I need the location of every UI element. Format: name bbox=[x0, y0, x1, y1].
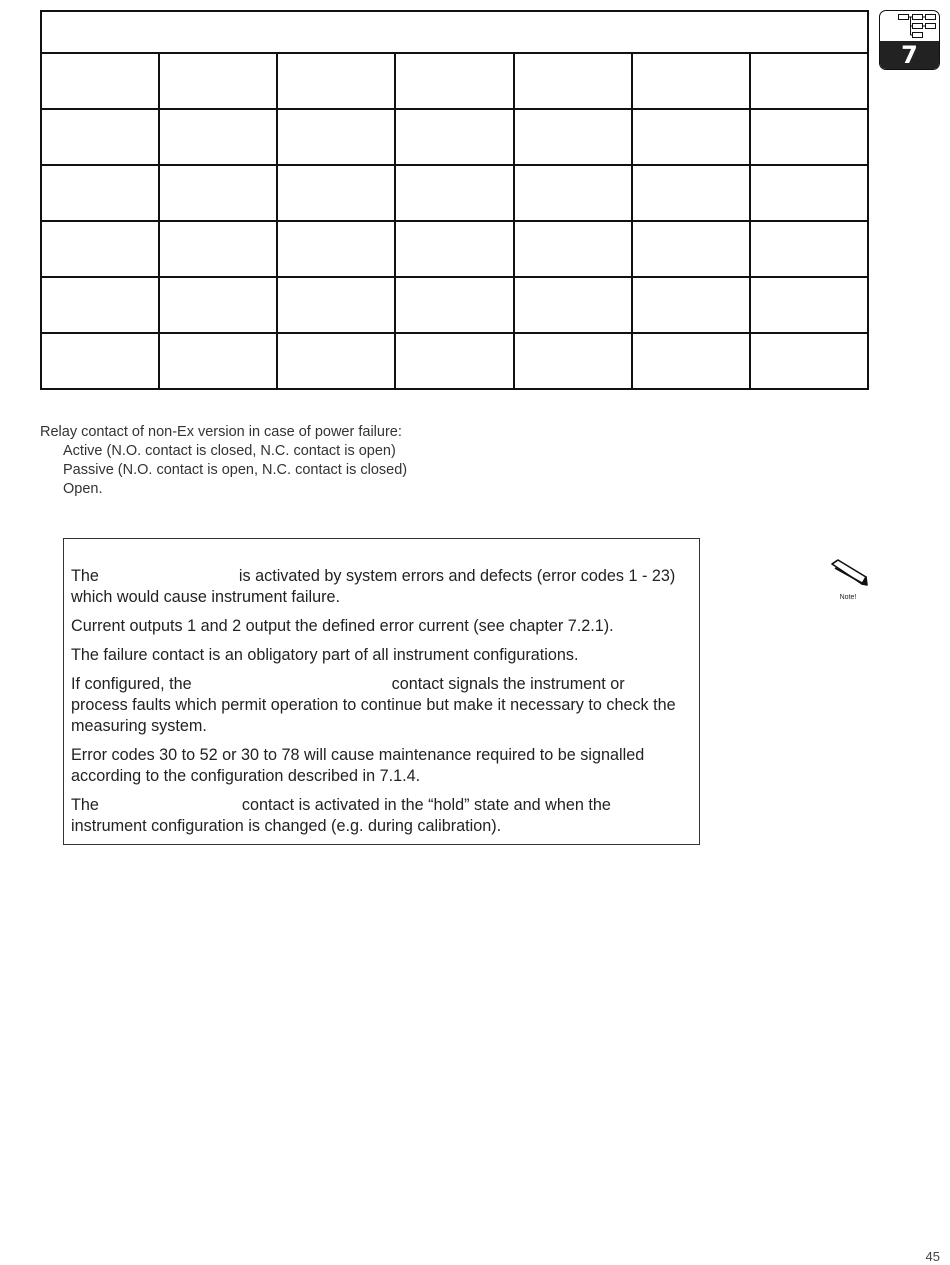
table-cell bbox=[514, 165, 632, 221]
table-header-row bbox=[41, 11, 868, 53]
note-text: The bbox=[71, 567, 99, 585]
table-row bbox=[41, 109, 868, 165]
table-cell bbox=[159, 165, 277, 221]
table-cell bbox=[750, 277, 868, 333]
table-cell bbox=[514, 109, 632, 165]
relay-intro: Relay contact of non-Ex version in case of power failure: bbox=[40, 424, 402, 440]
relay-power-failure-section bbox=[40, 423, 407, 499]
note-paragraph-error-codes: Error codes 30 to 52 or 30 to 78 will cause maintenance required to be signalled according to the configuration described in 7.1.4. bbox=[71, 746, 645, 785]
menu-tree-icon bbox=[897, 13, 937, 40]
table-cell bbox=[41, 221, 159, 277]
table-cell bbox=[395, 165, 513, 221]
page-number: 45 bbox=[925, 1249, 940, 1264]
table-cell bbox=[750, 53, 868, 109]
note-text: contact signals the instrument or process faults which permit operation to continue but make it necessary to check the measuring system. bbox=[71, 675, 676, 735]
note-box bbox=[63, 538, 700, 845]
note-text: If configured, the bbox=[71, 675, 192, 693]
table-cell bbox=[750, 221, 868, 277]
table-row bbox=[41, 53, 868, 109]
table-cell bbox=[277, 277, 395, 333]
note-paragraph-obligatory: The failure contact is an obligatory part of all instrument configurations. bbox=[71, 646, 579, 664]
table-cell bbox=[395, 53, 513, 109]
table-cell bbox=[41, 109, 159, 165]
table-cell bbox=[277, 53, 395, 109]
note-paragraph-current-outputs: Current outputs 1 and 2 output the defined error current (see chapter 7.2.1). bbox=[71, 617, 614, 635]
table-cell bbox=[514, 221, 632, 277]
table-cell bbox=[750, 333, 868, 389]
table-cell bbox=[632, 109, 750, 165]
table-cell bbox=[632, 221, 750, 277]
table-cell bbox=[41, 333, 159, 389]
table-cell bbox=[277, 109, 395, 165]
chapter-tab bbox=[879, 10, 940, 70]
table-cell bbox=[159, 53, 277, 109]
table-header-cell bbox=[41, 11, 868, 53]
table-cell bbox=[159, 333, 277, 389]
note-text: The bbox=[71, 796, 99, 814]
relay-option-passive: Passive (N.O. contact is open, N.C. contact is closed) bbox=[63, 462, 408, 478]
relay-option-active: Active (N.O. contact is closed, N.C. contact is open) bbox=[63, 443, 396, 459]
table-cell bbox=[41, 53, 159, 109]
tab-icon-area bbox=[880, 11, 939, 41]
table-cell bbox=[159, 221, 277, 277]
note-paragraph-maintenance bbox=[71, 674, 681, 737]
note-text: is activated by system errors and defects (error codes 1 - 23) which would cause instrument failure. bbox=[71, 567, 676, 606]
table-cell bbox=[159, 109, 277, 165]
table-row bbox=[41, 277, 868, 333]
table-cell bbox=[750, 109, 868, 165]
note-paragraph-hold bbox=[71, 795, 681, 837]
table-cell bbox=[632, 333, 750, 389]
table-cell bbox=[277, 165, 395, 221]
table-cell bbox=[277, 333, 395, 389]
note-marker bbox=[826, 558, 870, 602]
table-row bbox=[41, 333, 868, 389]
table-cell bbox=[514, 53, 632, 109]
table-cell bbox=[395, 109, 513, 165]
table-row bbox=[41, 221, 868, 277]
table-cell bbox=[514, 277, 632, 333]
table-row bbox=[41, 165, 868, 221]
note-label: Note! bbox=[839, 594, 857, 601]
table-cell bbox=[514, 333, 632, 389]
chapter-number: 7 bbox=[880, 41, 939, 70]
table-cell bbox=[632, 165, 750, 221]
table-cell bbox=[395, 277, 513, 333]
table-cell bbox=[41, 277, 159, 333]
table-cell bbox=[277, 221, 395, 277]
relay-option-open: Open. bbox=[63, 481, 103, 497]
table-cell bbox=[159, 277, 277, 333]
table-cell bbox=[750, 165, 868, 221]
table-cell bbox=[632, 277, 750, 333]
note-text: contact is activated in the “hold” state and when the instrument configuration is changed (e.g. during calibration). bbox=[71, 796, 611, 835]
pencil-note-icon bbox=[828, 558, 868, 588]
table-cell bbox=[41, 165, 159, 221]
note-paragraph-failure bbox=[71, 566, 681, 608]
table-cell bbox=[395, 333, 513, 389]
table-cell bbox=[395, 221, 513, 277]
settings-table bbox=[40, 10, 869, 390]
table-cell bbox=[632, 53, 750, 109]
